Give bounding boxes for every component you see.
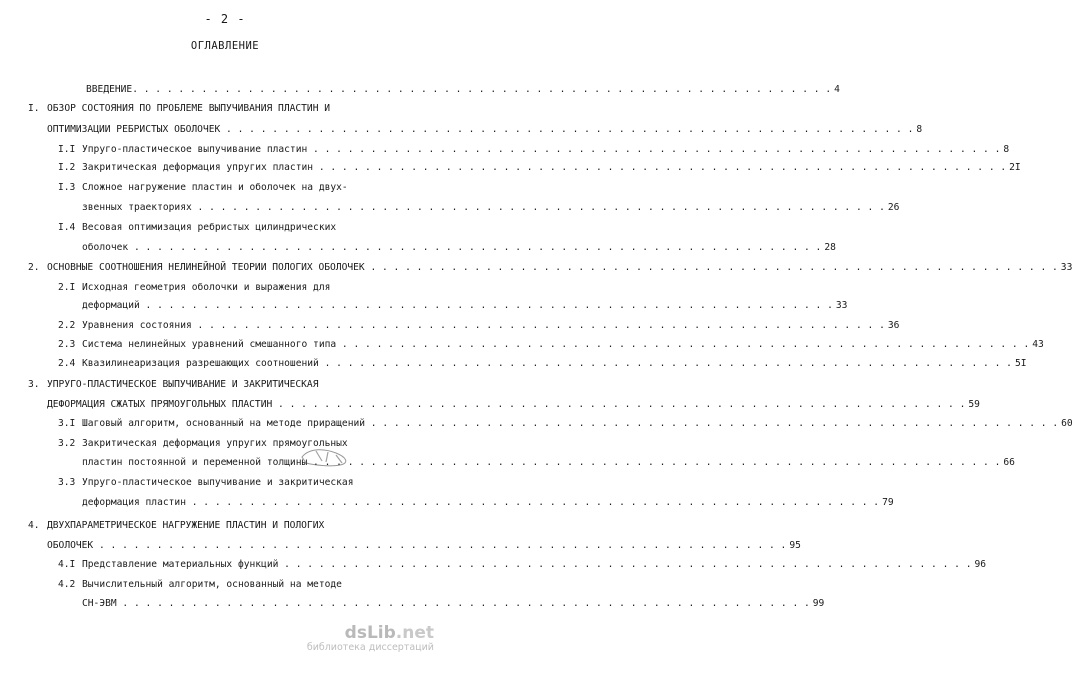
toc-entry-title: звенных траекториях . . . . . . . . . . . . . . . . . . . . . . . . . . . . . . . . . . . . . . . . . . . . . . . . . . . . . . . . . . . . (82, 202, 885, 213)
toc-entry[interactable] (82, 318, 900, 333)
toc-entry[interactable] (82, 495, 894, 510)
toc-entry-number: 2.3 (58, 339, 76, 350)
toc-entry[interactable] (82, 298, 848, 313)
toc-entry-page: 79 (882, 497, 894, 508)
watermark-logo (307, 623, 434, 643)
toc-entry-title: Закритическая деформация упругих прямоугольных (82, 438, 348, 449)
toc-entry-number: 3. (28, 379, 40, 390)
toc-entry[interactable] (82, 356, 1027, 371)
toc-entry-title: Система нелинейных уравнений смешанного типа . . . . . . . . . . . . . . . . . . . . . . . . . . . . . . . . . . . . . . . . . . . . . . . . . . . . . . . . . . . . (82, 339, 1030, 350)
toc-entry-title: пластин постоянной и переменной толщины . . . . . . . . . . . . . . . . . . . . . . . . . . . . . . . . . . . . . . . . . . . . . . . . . . . . . . . . . . . . (82, 457, 1001, 468)
toc-entry-page: 99 (812, 598, 825, 609)
toc-entry-number: 3.3 (58, 477, 76, 488)
toc-entry-number: 4. (28, 520, 40, 531)
toc-entry-number: I. (28, 103, 40, 114)
toc-entry[interactable] (47, 397, 980, 412)
toc-entry-title: ОПТИМИЗАЦИИ РЕБРИСТЫХ ОБОЛОЧЕК . . . . . . . . . . . . . . . . . . . . . . . . . . . . . . . . . . . . . . . . . . . . . . . . . . . . . . . . . . . . (47, 124, 914, 135)
watermark-logo-domain: .net (395, 623, 434, 643)
toc-entry[interactable] (82, 455, 1015, 470)
toc-entry-page: 59 (968, 399, 980, 410)
toc-entry-title: СН-ЭВМ . . . . . . . . . . . . . . . . . . . . . . . . . . . . . . . . . . . . . . . . . . . . . . . . . . . . . . . . . . . . (82, 598, 810, 609)
toc-entry-number: I.3 (58, 182, 76, 193)
toc-entry-page: 96 (974, 559, 987, 570)
toc-entry-title: Исходная геометрия оболочки и выражения для (82, 282, 331, 293)
watermark-logo-main: dsLib (344, 623, 396, 643)
toc-entry-title: ОСНОВНЫЕ СООТНОШЕНИЯ НЕЛИНЕЙНОЙ ТЕОРИИ ПОЛОГИХ ОБОЛОЧЕК . . . . . . . . . . . . . . . . . . . . . . . . . . . . . . . . . . . . . . . . . . . . . . . . . . . . . . . . . . . . (47, 262, 1058, 273)
toc-entry[interactable] (82, 200, 900, 215)
toc-entry[interactable] (86, 82, 840, 97)
toc-entry[interactable] (82, 240, 836, 255)
watermark (307, 623, 434, 653)
toc-entry-number: 2.4 (58, 358, 76, 369)
toc-entry[interactable] (82, 142, 1010, 157)
toc-entry-number: 2.2 (58, 320, 76, 331)
ink-smudge (296, 443, 356, 469)
toc-entry-title: ОБЗОР СОСТОЯНИЯ ПО ПРОБЛЕМЕ ВЫПУЧИВАНИЯ ПЛАСТИН И (47, 103, 331, 114)
toc-entry-page: 66 (1003, 457, 1015, 468)
toc-entry-page: 26 (887, 202, 900, 213)
toc-entry-title: Сложное нагружение пластин и оболочек на двух- (82, 182, 348, 193)
toc-entry-page: 8 (916, 124, 923, 135)
toc-entry-page: 33 (1060, 262, 1073, 273)
page-number: - 2 - (204, 12, 246, 26)
toc-entry-title: Шаговый алгоритм, основанный на методе приращений . . . . . . . . . . . . . . . . . . . . . . . . . . . . . . . . . . . . . . . . . . . . . . . . . . . . . . . . . . . . (82, 418, 1059, 429)
toc-entry-number: I.I (58, 144, 76, 155)
toc-entry-title: ДВУХПАРАМЕТРИЧЕСКОЕ НАГРУЖЕНИЕ ПЛАСТИН И ПОЛОГИХ (47, 520, 325, 531)
toc-entry-number: 2. (28, 262, 40, 273)
toc-entry[interactable] (47, 260, 1073, 275)
toc-entry[interactable] (82, 416, 1073, 431)
toc-entry-title: УПРУГО-ПЛАСТИЧЕСКОЕ ВЫПУЧИВАНИЕ И ЗАКРИТИЧЕСКАЯ (47, 379, 319, 390)
toc-entry-number: 4.I (58, 559, 76, 570)
toc-entry-page: 5I (1014, 358, 1027, 369)
toc-entry-title: ВВЕДЕНИЕ. . . . . . . . . . . . . . . . . . . . . . . . . . . . . . . . . . . . . . . . . . . . . . . . . . . . . . . . . . . . . (86, 84, 832, 95)
toc-entry-title: ДЕФОРМАЦИЯ СЖАТЫХ ПРЯМОУГОЛЬНЫХ ПЛАСТИН . . . . . . . . . . . . . . . . . . . . . . . . . . . . . . . . . . . . . . . . . . . . . . . . . . . . . . . . . . . . (47, 399, 966, 410)
toc-entry-title: оболочек . . . . . . . . . . . . . . . . . . . . . . . . . . . . . . . . . . . . . . . . . . . . . . . . . . . . . . . . . . . . (82, 242, 822, 253)
toc-entry-title: Упруго-пластическое выпучивание и закритическая (82, 477, 354, 488)
toc-entry[interactable] (82, 160, 1021, 175)
toc-entry-title: Уравнения состояния . . . . . . . . . . . . . . . . . . . . . . . . . . . . . . . . . . . . . . . . . . . . . . . . . . . . . . . . . . . . (82, 320, 885, 331)
toc-entry-title: Представление материальных функций . . . . . . . . . . . . . . . . . . . . . . . . . . . . . . . . . . . . . . . . . . . . . . . . . . . . . . . . . . . . (82, 559, 972, 570)
toc-entry-page: 4 (834, 84, 840, 95)
toc-entry-number: 4.2 (58, 579, 76, 590)
toc-entry-title: Весовая оптимизация ребристых цилиндрических (82, 222, 337, 233)
toc-entry-title: ОБОЛОЧЕК . . . . . . . . . . . . . . . . . . . . . . . . . . . . . . . . . . . . . . . . . . . . . . . . . . . . . . . . . . . . (47, 540, 787, 551)
toc-entry[interactable] (82, 337, 1044, 352)
toc-heading: ОГЛАВЛЕНИЕ (190, 40, 260, 52)
toc-entry-page: 95 (789, 540, 801, 551)
watermark-subtitle: библиотека диссертаций (306, 642, 434, 653)
toc-entry-page: 28 (824, 242, 836, 253)
toc-entry[interactable] (47, 538, 801, 553)
toc-entry[interactable] (82, 596, 825, 611)
toc-entry-page: 33 (835, 300, 848, 311)
toc-entry-number: I.4 (58, 222, 76, 233)
toc-entry-title: деформация пластин . . . . . . . . . . . . . . . . . . . . . . . . . . . . . . . . . . . . . . . . . . . . . . . . . . . . . . . . . . . . (82, 497, 880, 508)
toc-entry-page: 60 (1061, 418, 1073, 429)
toc-entry-page: 43 (1032, 339, 1044, 350)
toc-entry-page: 2I (1009, 162, 1021, 173)
toc-entry-title: деформаций . . . . . . . . . . . . . . . . . . . . . . . . . . . . . . . . . . . . . . . . . . . . . . . . . . . . . . . . . . . . (82, 300, 833, 311)
toc-entry-number: 3.2 (58, 438, 76, 449)
toc-entry[interactable] (47, 122, 923, 137)
toc-entry-number: 3.I (58, 418, 76, 429)
toc-entry-number: 2.I (58, 282, 76, 293)
toc-entry-number: I.2 (58, 162, 76, 173)
toc-entry-title: Закритическая деформация упругих пластин . . . . . . . . . . . . . . . . . . . . . . . . . . . . . . . . . . . . . . . . . . . . . . . . . . . . . . . . . . . . (82, 162, 1007, 173)
toc-entry-title: Упруго-пластическое выпучивание пластин . . . . . . . . . . . . . . . . . . . . . . . . . . . . . . . . . . . . . . . . . . . . . . . . . . . . . . . . . . . . (82, 144, 1001, 155)
toc-entry-title: Квазилинеаризация разрешающих соотношений . . . . . . . . . . . . . . . . . . . . . . . . . . . . . . . . . . . . . . . . . . . . . . . . . . . . . . . . . . . . (82, 358, 1012, 369)
toc-entry[interactable] (82, 557, 987, 572)
toc-entry-title: Вычислительный алгоритм, основанный на методе (82, 579, 342, 590)
toc-entry-page: 8 (1003, 144, 1010, 155)
toc-entry-page: 36 (887, 320, 900, 331)
